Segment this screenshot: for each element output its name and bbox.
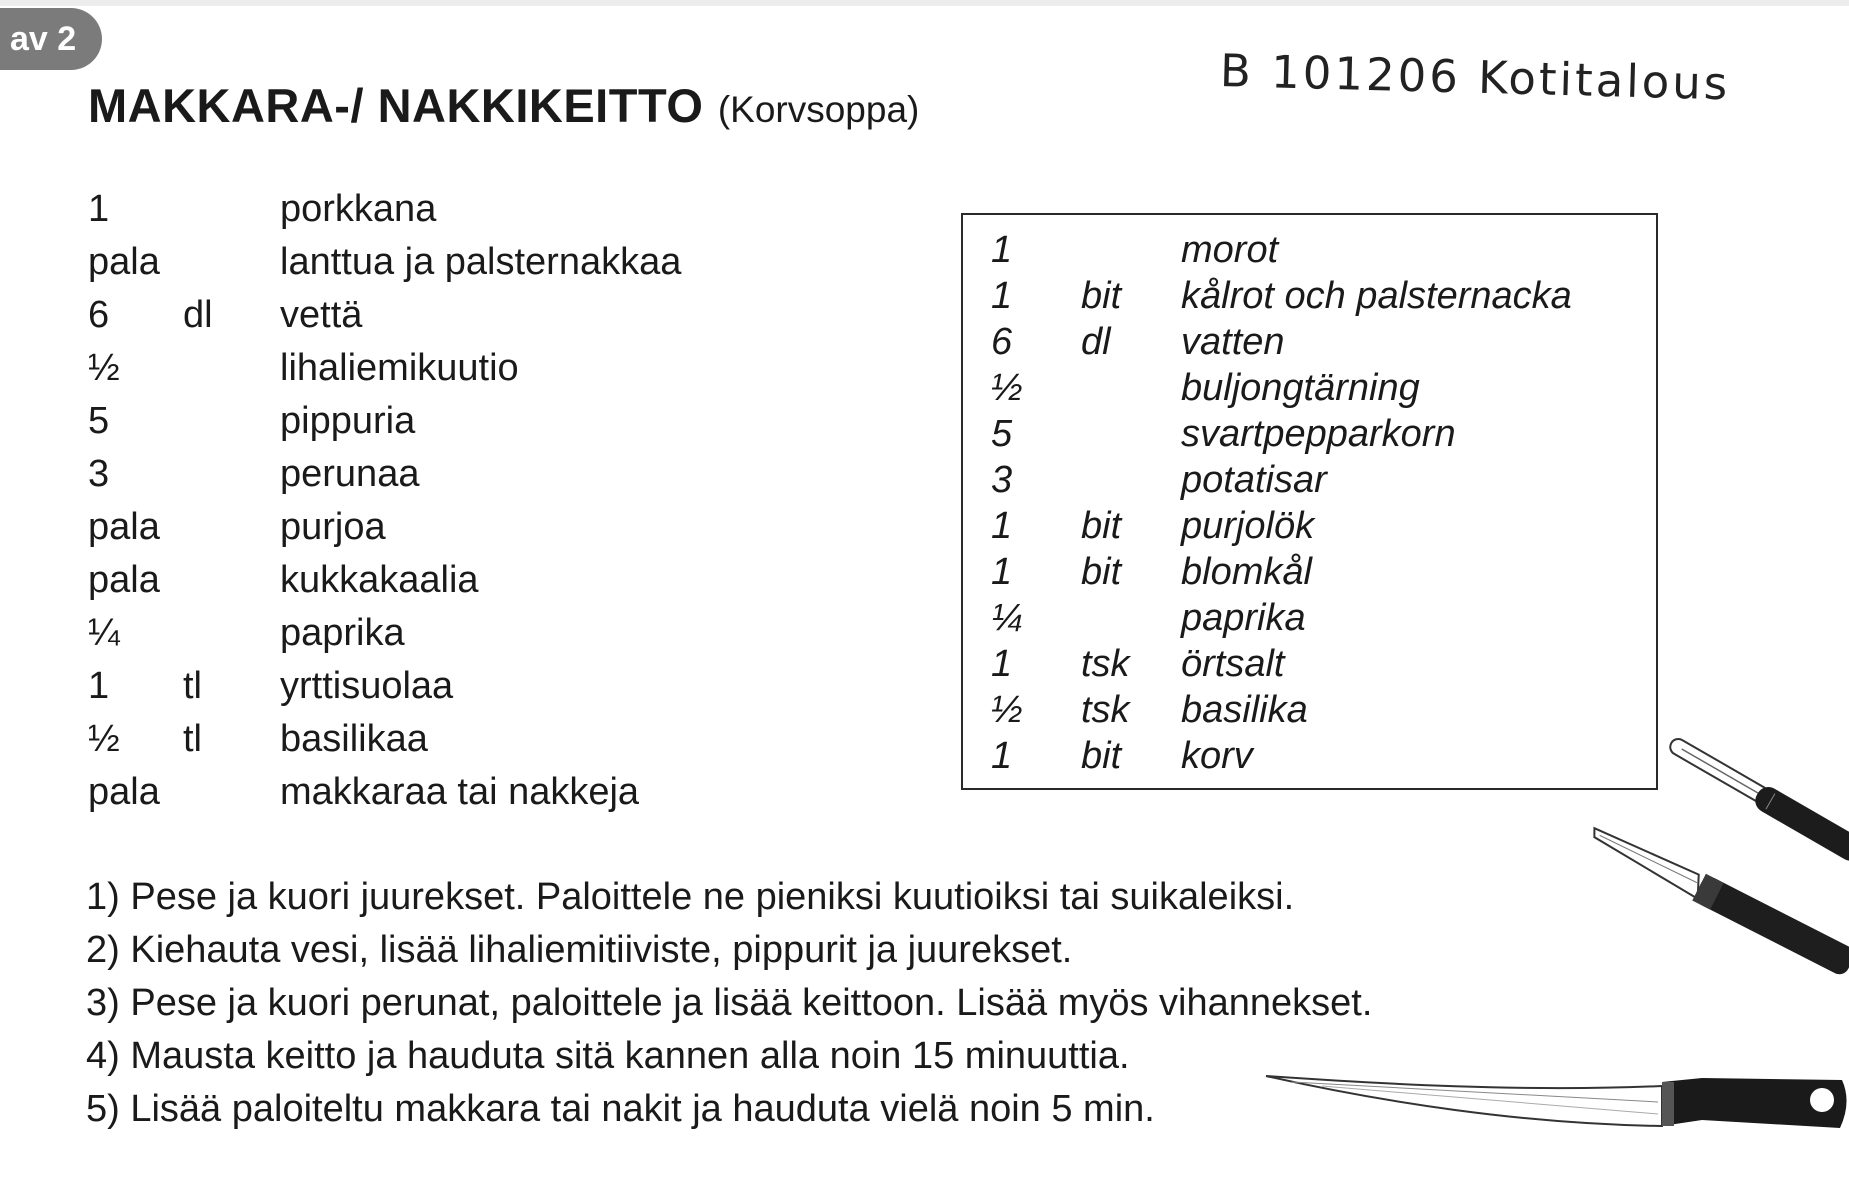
ingredient-name: vettä	[280, 294, 363, 336]
ingredient-unit: tsk	[1081, 643, 1130, 685]
ingredient-qty: 5	[991, 413, 1013, 455]
ingredient-qty: ¼	[991, 597, 1023, 639]
title-main: MAKKARA-/ NAKKIKEITTO	[88, 79, 704, 132]
ingredient-unit: bit	[1081, 551, 1122, 593]
ingredient-name: vatten	[1181, 321, 1285, 363]
top-edge	[0, 0, 1849, 6]
ingredient-name: porkkana	[280, 188, 437, 230]
ingredient-name: yrttisuolaa	[280, 665, 454, 707]
title-sub: (Korvsoppa)	[717, 89, 920, 130]
ingredient-name: paprika	[280, 612, 405, 654]
ingredient-unit: bit	[1081, 275, 1122, 317]
paring-knife-icon	[1588, 820, 1849, 980]
ingredient-qty: 1	[88, 188, 110, 230]
handwritten-note: B 101206 Kotitalous	[1219, 44, 1731, 111]
ingredient-qty: 1	[991, 735, 1013, 777]
ingredient-unit: bit	[1081, 505, 1122, 547]
ingredient-box-swedish	[961, 213, 1658, 790]
instruction-step: 4) Mausta keitto ja hauduta sitä kannen alla noin 15 minuuttia.	[86, 1035, 1130, 1077]
ingredient-qty: ½	[991, 689, 1023, 731]
ingredient-name: paprika	[1181, 597, 1306, 639]
ingredient-name: purjolök	[1181, 505, 1315, 547]
ingredient-name: purjoa	[280, 506, 386, 548]
ingredient-qty: pala	[88, 506, 160, 548]
ingredient-qty: 1	[991, 643, 1013, 685]
ingredient-qty: 5	[88, 400, 110, 442]
ingredient-qty: pala	[88, 771, 160, 813]
ingredient-unit: dl	[183, 294, 213, 336]
ingredient-qty: ¼	[88, 612, 120, 654]
recipe-title	[88, 78, 919, 133]
ingredient-name: lanttua ja palsternakkaa	[280, 241, 682, 283]
ingredient-name: blomkål	[1181, 551, 1312, 593]
ingredient-name: svartpepparkorn	[1181, 413, 1456, 455]
ingredient-name: pippuria	[280, 400, 416, 442]
ingredient-name: lihaliemikuutio	[280, 347, 519, 389]
ingredient-name: morot	[1181, 229, 1279, 271]
ingredient-unit: dl	[1081, 321, 1111, 363]
ingredient-qty: ½	[88, 347, 120, 389]
instruction-step: 2) Kiehauta vesi, lisää lihaliemitiiviste, pippurit ja juurekset.	[86, 929, 1073, 971]
ingredient-qty: 3	[88, 453, 110, 495]
ingredient-qty: 1	[991, 505, 1013, 547]
ingredient-name: perunaa	[280, 453, 420, 495]
ingredient-qty: 1	[88, 665, 110, 707]
ingredient-qty: 3	[991, 459, 1013, 501]
instruction-step: 1) Pese ja kuori juurekset. Paloittele ne pieniksi kuutioiksi tai suikaleiksi.	[86, 876, 1295, 918]
ingredient-qty: ½	[88, 718, 120, 760]
ingredient-qty: pala	[88, 241, 160, 283]
ingredient-unit: tl	[183, 665, 202, 707]
ingredient-qty: 6	[88, 294, 110, 336]
ingredient-qty: 6	[991, 321, 1013, 363]
ingredient-qty: 1	[991, 275, 1013, 317]
ingredient-qty: 1	[991, 551, 1013, 593]
ingredient-name: makkaraa tai nakkeja	[280, 771, 640, 813]
ingredient-name: buljongtärning	[1181, 367, 1420, 409]
ingredient-name: basilika	[1181, 689, 1308, 731]
ingredient-name: basilikaa	[280, 718, 428, 760]
ingredient-name: kukkakaalia	[280, 559, 479, 601]
instruction-step: 5) Lisää paloiteltu makkara tai nakit ja hauduta vielä noin 5 min.	[86, 1088, 1155, 1130]
ingredient-qty: 1	[991, 229, 1013, 271]
ingredient-unit: bit	[1081, 735, 1122, 777]
ingredient-qty: pala	[88, 559, 160, 601]
ingredient-name: kålrot och palsternacka	[1181, 275, 1572, 317]
ingredient-name: örtsalt	[1181, 643, 1285, 685]
instruction-step: 3) Pese ja kuori perunat, paloittele ja lisää keittoon. Lisää myös vihannekset.	[86, 982, 1373, 1024]
ingredient-qty: ½	[991, 367, 1023, 409]
ingredient-unit: tl	[183, 718, 202, 760]
ingredient-name: korv	[1181, 735, 1253, 777]
ingredient-unit: tsk	[1081, 689, 1130, 731]
chef-knife-icon	[1262, 1062, 1849, 1172]
ingredient-name: potatisar	[1181, 459, 1327, 501]
page-badge[interactable]: av 2	[0, 8, 102, 70]
